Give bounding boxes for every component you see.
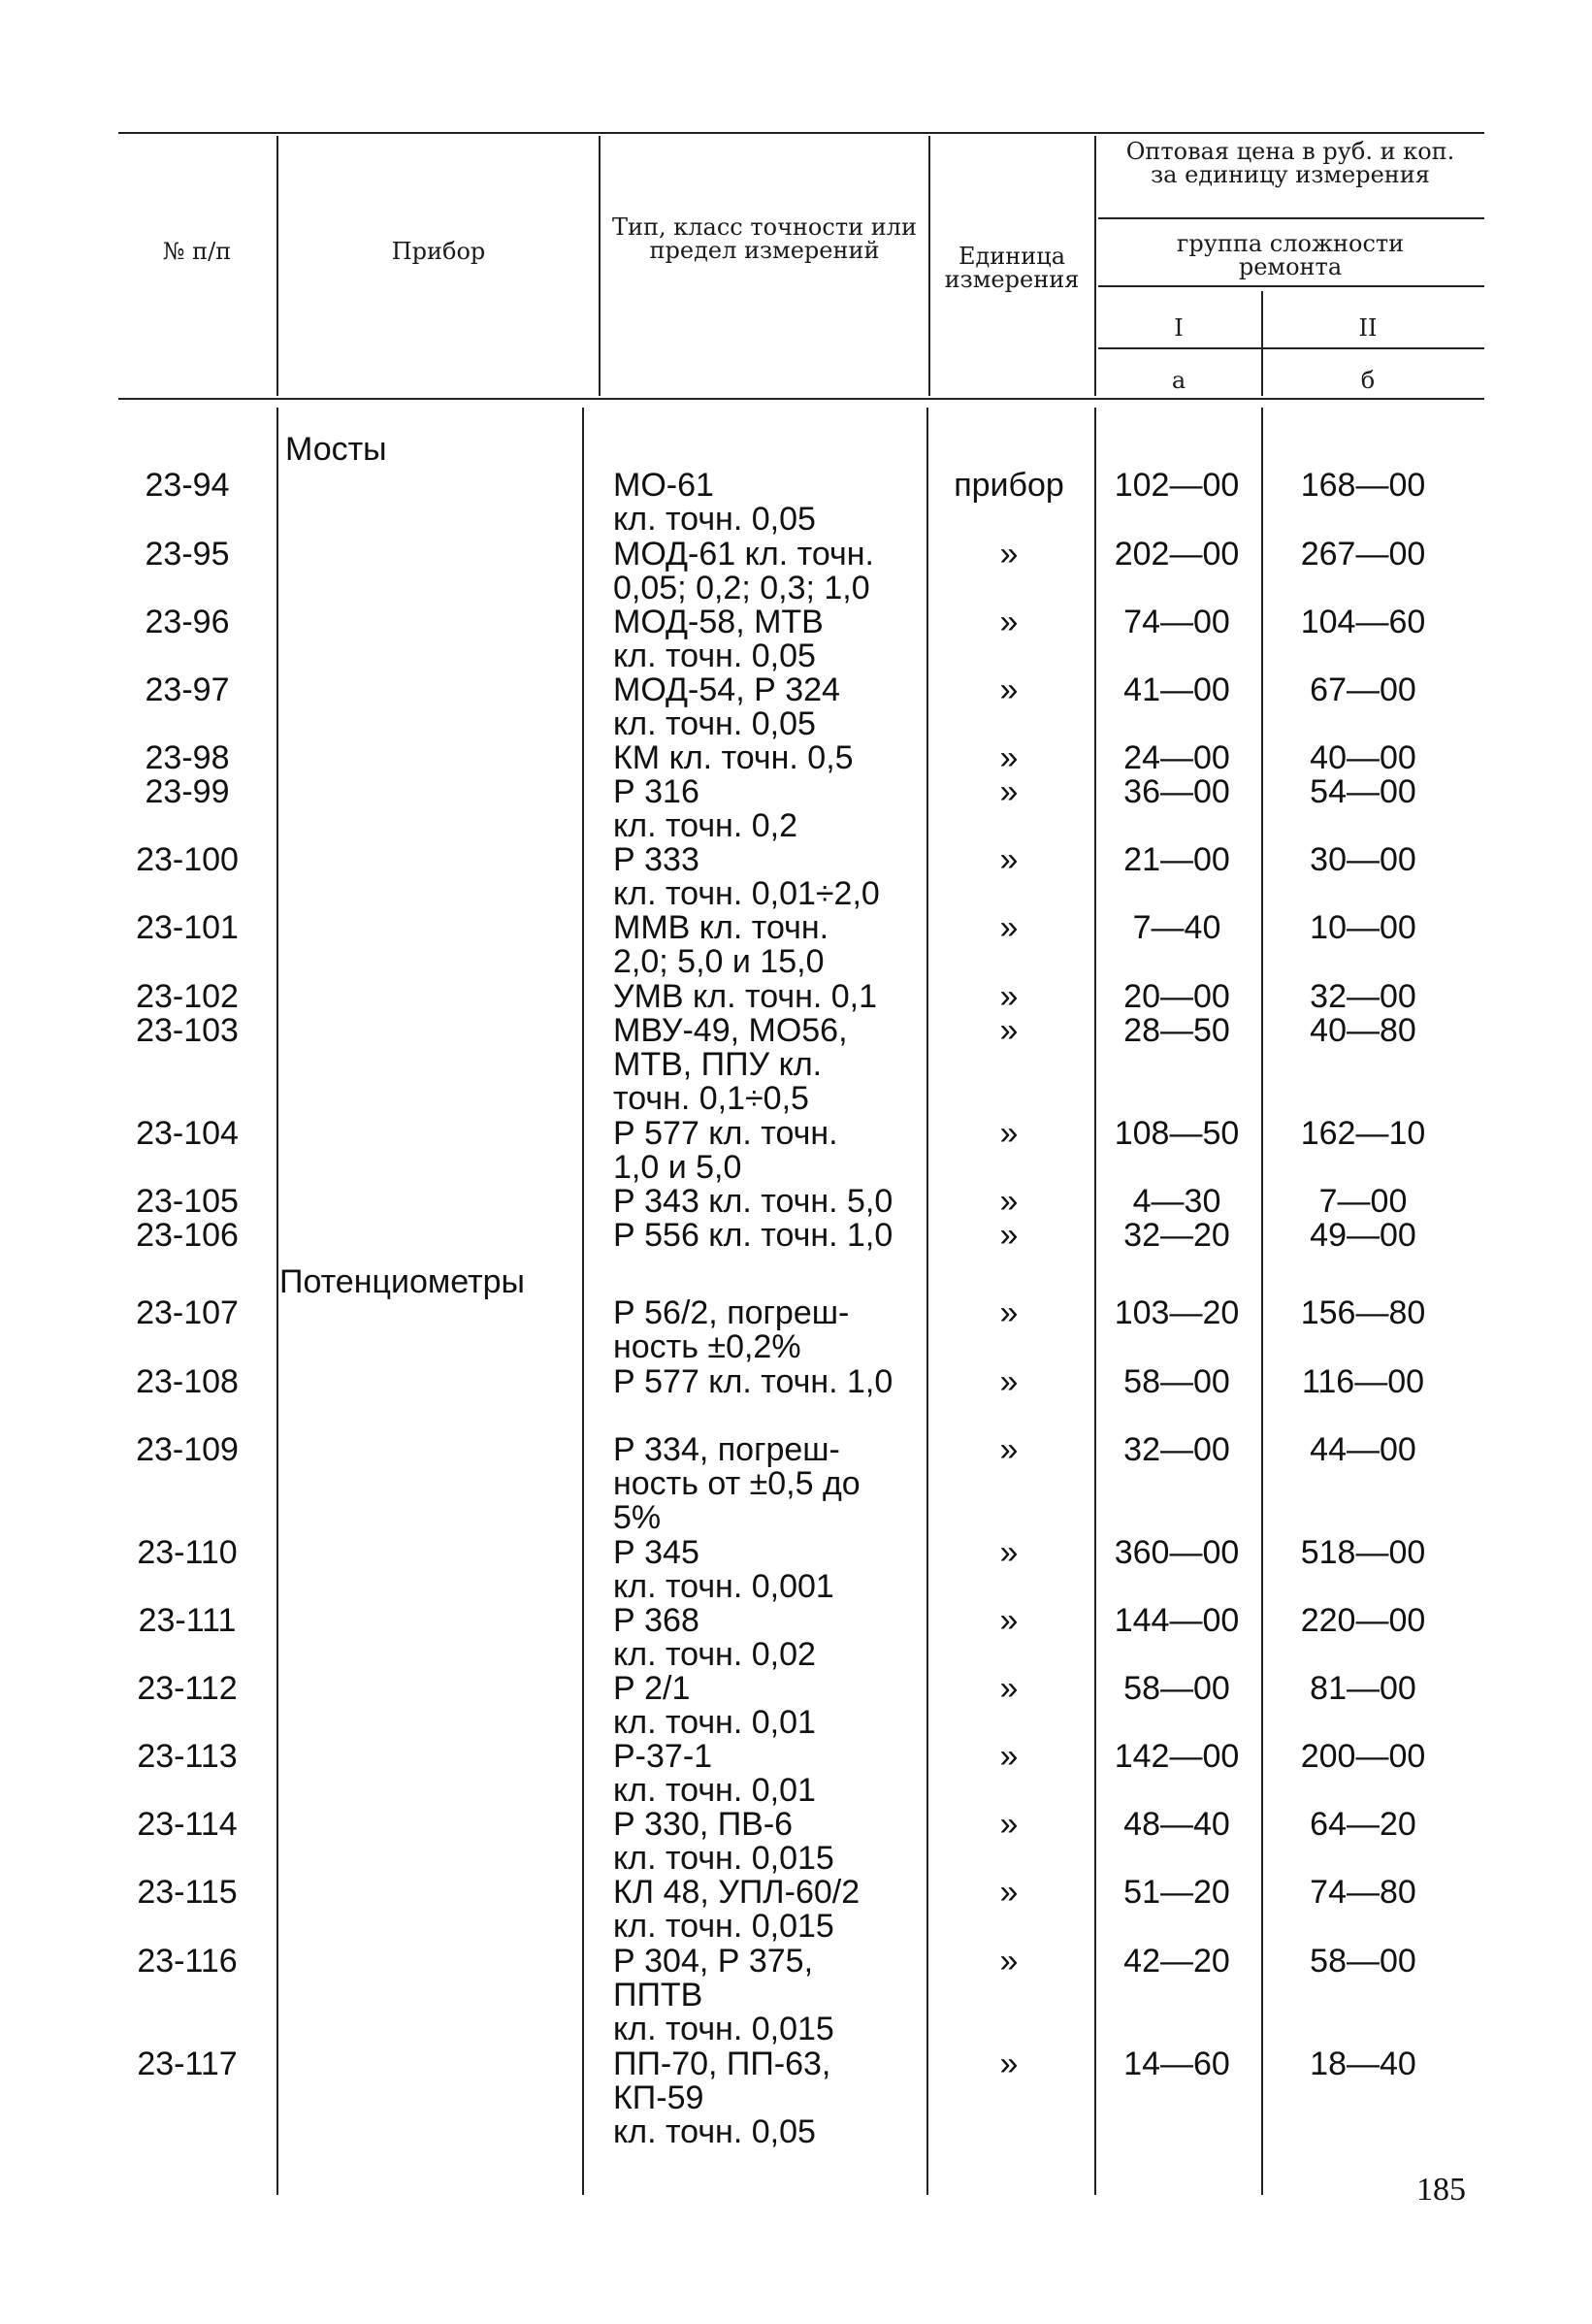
row-num: 23-113 xyxy=(137,1738,238,1775)
row-price-2: 58—00 xyxy=(1310,1943,1416,1980)
table-row xyxy=(0,1738,1592,1809)
row-price-2: 168—00 xyxy=(1300,467,1426,504)
table-row xyxy=(0,1806,1592,1877)
row-unit: » xyxy=(999,841,1019,878)
row-price-1: 4—30 xyxy=(1132,1183,1221,1220)
row-num: 23-95 xyxy=(145,536,230,573)
table-row xyxy=(0,739,1592,776)
table-row xyxy=(0,1217,1592,1254)
row-price-1: 28—50 xyxy=(1123,1012,1230,1049)
column-rule-price xyxy=(1094,136,1096,396)
row-unit: » xyxy=(999,1534,1019,1571)
row-unit: » xyxy=(999,739,1019,776)
row-num: 23-112 xyxy=(137,1670,238,1707)
row-price-2: 116—00 xyxy=(1301,1363,1425,1400)
row-price-1: 36—00 xyxy=(1123,773,1230,810)
row-type: Р 556 кл. точн. 1,0 xyxy=(613,1217,893,1254)
row-num: 23-97 xyxy=(145,671,230,708)
row-price-2: 54—00 xyxy=(1310,773,1416,810)
row-unit: » xyxy=(999,1012,1019,1049)
column-rule-type xyxy=(599,136,601,396)
table-row xyxy=(0,1602,1592,1673)
row-num: 23-101 xyxy=(136,909,239,946)
row-num: 23-115 xyxy=(137,1874,238,1911)
table-row xyxy=(0,604,1592,674)
row-type: Р 345 кл. точн. 0,001 xyxy=(613,1534,834,1605)
row-type: Р 333 кл. точн. 0,01÷2,0 xyxy=(613,841,880,912)
table-row xyxy=(0,1670,1592,1741)
row-num: 23-109 xyxy=(136,1431,239,1468)
row-type: Р 56/2, погреш- ность ±0,2% xyxy=(613,1294,850,1365)
row-unit: » xyxy=(999,1183,1019,1220)
row-num: 23-104 xyxy=(136,1115,239,1152)
row-price-2: 67—00 xyxy=(1310,671,1416,708)
row-unit: » xyxy=(999,1670,1019,1707)
header-unit: Единица измерения xyxy=(944,243,1080,293)
row-price-2: 30—00 xyxy=(1310,841,1416,878)
row-unit: » xyxy=(999,604,1019,640)
row-price-2: 200—00 xyxy=(1300,1738,1426,1775)
page-number: 185 xyxy=(1416,2172,1466,2208)
row-num: 23-100 xyxy=(136,841,239,878)
row-price-1: 74—00 xyxy=(1123,604,1230,640)
row-price-1: 102—00 xyxy=(1114,467,1240,504)
row-type: Р 343 кл. точн. 5,0 xyxy=(613,1183,893,1220)
header-group-1: I xyxy=(1174,314,1184,342)
row-unit: » xyxy=(999,1294,1019,1331)
row-unit: » xyxy=(999,978,1019,1015)
header-group-2: II xyxy=(1358,314,1378,342)
row-type: ММВ кл. точн. 2,0; 5,0 и 15,0 xyxy=(613,909,829,980)
row-price-1: 108—50 xyxy=(1114,1115,1240,1152)
row-price-1: 103—20 xyxy=(1114,1294,1240,1331)
row-type: Р 368 кл. точн. 0,02 xyxy=(613,1602,816,1673)
column-rule-device xyxy=(276,136,278,396)
row-price-1: 360—00 xyxy=(1114,1534,1240,1571)
row-price-1: 142—00 xyxy=(1114,1738,1240,1775)
row-num: 23-114 xyxy=(137,1806,238,1843)
section-title-potentiometers: Потенциометры xyxy=(279,1263,525,1300)
row-num: 23-105 xyxy=(136,1183,239,1220)
row-price-1: 41—00 xyxy=(1123,671,1230,708)
row-price-2: 64—20 xyxy=(1310,1806,1416,1843)
row-type: КЛ 48, УПЛ-60/2 кл. точн. 0,015 xyxy=(613,1874,861,1945)
row-unit: » xyxy=(999,1431,1019,1468)
table-row xyxy=(0,1294,1592,1365)
header-bottom-rule xyxy=(118,398,1484,400)
row-unit: » xyxy=(999,1602,1019,1639)
row-type: КМ кл. точн. 0,5 xyxy=(613,739,854,776)
row-price-2: 220—00 xyxy=(1300,1602,1426,1639)
row-price-1: 20—00 xyxy=(1123,978,1230,1015)
table-row xyxy=(0,1431,1592,1536)
row-num: 23-98 xyxy=(145,739,230,776)
row-price-1: 32—00 xyxy=(1123,1431,1230,1468)
header-price: Оптовая цена в руб. и коп. за единицу измерения xyxy=(1125,138,1455,188)
row-price-2: 18—40 xyxy=(1310,2046,1416,2082)
table-row xyxy=(0,2046,1592,2150)
row-type: Р-37-1 кл. точн. 0,01 xyxy=(613,1738,816,1809)
table-row xyxy=(0,536,1592,606)
row-price-2: 40—00 xyxy=(1310,739,1416,776)
row-unit: прибор xyxy=(954,467,1064,504)
table-row xyxy=(0,1363,1592,1400)
row-unit: » xyxy=(999,1943,1019,1980)
row-price-1: 51—20 xyxy=(1123,1874,1230,1911)
header-type: Тип, класс точности или предел измерений xyxy=(612,213,917,264)
header-num: № п/п xyxy=(162,238,232,265)
table-row xyxy=(0,978,1592,1015)
header-subgroup-rule xyxy=(1098,285,1484,287)
table-top-rule xyxy=(118,132,1484,134)
row-num: 23-106 xyxy=(136,1217,239,1254)
row-unit: » xyxy=(999,773,1019,810)
row-price-1: 42—20 xyxy=(1123,1943,1230,1980)
row-type: МОД-58, МТВ кл. точн. 0,05 xyxy=(613,604,824,674)
row-price-1: 58—00 xyxy=(1123,1363,1230,1400)
row-price-2: 518—00 xyxy=(1300,1534,1426,1571)
row-type: Р 316 кл. точн. 0,2 xyxy=(613,773,797,844)
row-price-2: 81—00 xyxy=(1310,1670,1416,1707)
row-unit: » xyxy=(999,1806,1019,1843)
row-num: 23-103 xyxy=(136,1012,239,1049)
row-price-2: 40—80 xyxy=(1310,1012,1416,1049)
row-type: МО-61 кл. точн. 0,05 xyxy=(613,467,816,538)
row-price-1: 202—00 xyxy=(1114,536,1240,573)
row-num: 23-102 xyxy=(136,978,239,1015)
row-unit: » xyxy=(999,1738,1019,1775)
row-type: Р 577 кл. точн. 1,0 xyxy=(613,1363,893,1400)
row-price-2: 10—00 xyxy=(1310,909,1416,946)
row-num: 23-96 xyxy=(145,604,230,640)
row-price-2: 104—60 xyxy=(1300,604,1426,640)
table-row xyxy=(0,671,1592,742)
row-price-1: 7—40 xyxy=(1132,909,1221,946)
row-type: Р 304, Р 375, ППТВ кл. точн. 0,015 xyxy=(613,1943,834,2047)
row-type: УМВ кл. точн. 0,1 xyxy=(613,978,878,1015)
header-group-rule xyxy=(1098,217,1484,219)
row-type: МОД-54, Р 324 кл. точн. 0,05 xyxy=(613,671,840,742)
table-row xyxy=(0,1183,1592,1220)
row-unit: » xyxy=(999,1363,1019,1400)
header-device: Прибор xyxy=(391,238,486,265)
row-num: 23-107 xyxy=(136,1294,239,1331)
row-price-1: 32—20 xyxy=(1123,1217,1230,1254)
column-rule-unit xyxy=(928,136,930,396)
row-type: Р 334, погреш- ность от ±0,5 до 5% xyxy=(613,1431,861,1536)
row-price-1: 58—00 xyxy=(1123,1670,1230,1707)
section-title-bridges: Мосты xyxy=(285,431,387,468)
row-type: МВУ-49, МО56, МТВ, ППУ кл. точн. 0,1÷0,5 xyxy=(613,1012,848,1117)
row-type: Р 2/1 кл. точн. 0,01 xyxy=(613,1670,816,1741)
table-row xyxy=(0,1115,1592,1186)
row-type: Р 577 кл. точн. 1,0 и 5,0 xyxy=(613,1115,838,1186)
row-unit: » xyxy=(999,1217,1019,1254)
row-price-1: 14—60 xyxy=(1123,2046,1230,2082)
table-row xyxy=(0,773,1592,844)
row-price-2: 49—00 xyxy=(1310,1217,1416,1254)
row-num: 23-99 xyxy=(145,773,230,810)
row-price-2: 7—00 xyxy=(1318,1183,1408,1220)
row-unit: » xyxy=(999,536,1019,573)
row-price-2: 156—80 xyxy=(1300,1294,1426,1331)
row-price-1: 21—00 xyxy=(1123,841,1230,878)
row-num: 23-116 xyxy=(137,1943,238,1980)
row-num: 23-94 xyxy=(145,467,230,504)
row-num: 23-108 xyxy=(136,1363,239,1400)
column-rule-group xyxy=(1261,291,1263,396)
row-price-1: 24—00 xyxy=(1123,739,1230,776)
header-group: группа сложности ремонта xyxy=(1176,230,1405,280)
header-sub-b: б xyxy=(1360,367,1376,394)
row-price-2: 74—80 xyxy=(1310,1874,1416,1911)
row-type: Р 330, ПВ-6 кл. точн. 0,015 xyxy=(613,1806,834,1877)
table-row xyxy=(0,1012,1592,1117)
row-price-1: 144—00 xyxy=(1114,1602,1240,1639)
row-unit: » xyxy=(999,909,1019,946)
header-sub-a: а xyxy=(1171,367,1186,394)
table-row xyxy=(0,1874,1592,1945)
row-unit: » xyxy=(999,671,1019,708)
row-unit: » xyxy=(999,1115,1019,1152)
table-row xyxy=(0,1534,1592,1605)
row-price-2: 44—00 xyxy=(1310,1431,1416,1468)
row-price-1: 48—40 xyxy=(1123,1806,1230,1843)
row-type: ПП-70, ПП-63, КП-59 кл. точн. 0,05 xyxy=(613,2046,831,2150)
row-price-2: 32—00 xyxy=(1310,978,1416,1015)
row-num: 23-110 xyxy=(137,1534,238,1571)
row-num: 23-111 xyxy=(138,1602,237,1639)
table-row xyxy=(0,1943,1592,2047)
row-unit: » xyxy=(999,1874,1019,1911)
row-type: МОД-61 кл. точн. 0,05; 0,2; 0,3; 1,0 xyxy=(613,536,874,606)
row-unit: » xyxy=(999,2046,1019,2082)
table-row xyxy=(0,841,1592,912)
table-row xyxy=(0,467,1592,538)
table-row xyxy=(0,909,1592,980)
row-price-2: 267—00 xyxy=(1300,536,1426,573)
header-index-rule xyxy=(1098,347,1484,349)
row-num: 23-117 xyxy=(137,2046,238,2082)
row-price-2: 162—10 xyxy=(1300,1115,1426,1152)
